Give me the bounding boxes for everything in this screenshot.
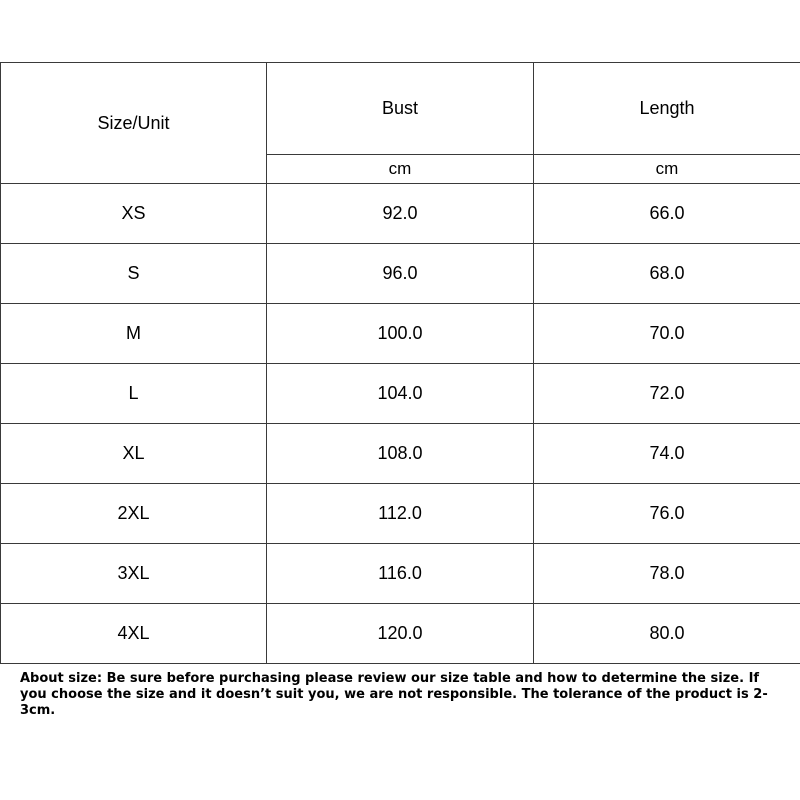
- length-cell: 72.0: [534, 364, 800, 424]
- bust-cell: 116.0: [267, 544, 534, 604]
- length-cell: 76.0: [534, 484, 800, 544]
- bust-cell: 108.0: [267, 424, 534, 484]
- table-row: [1, 364, 800, 424]
- size-cell: M: [1, 304, 267, 364]
- bust-cell: 112.0: [267, 484, 534, 544]
- bust-cell: 100.0: [267, 304, 534, 364]
- size-cell: 2XL: [1, 484, 267, 544]
- bust-cell: 96.0: [267, 244, 534, 304]
- size-unit-header: Size/Unit: [1, 63, 267, 184]
- table-header-row: [1, 63, 800, 155]
- length-column-header: Length: [534, 63, 800, 155]
- size-chart-table: [0, 62, 800, 664]
- length-cell: 68.0: [534, 244, 800, 304]
- size-cell: XL: [1, 424, 267, 484]
- table-row: [1, 184, 800, 244]
- size-disclaimer-note: About size: Be sure before purchasing please review our size table and how to determine the size. If you choose the size and it doesn’t suit you, we are not responsible. The tolerance of the product is 2-3cm.: [20, 671, 768, 718]
- bust-cell: 120.0: [267, 604, 534, 664]
- length-cell: 78.0: [534, 544, 800, 604]
- bust-cell: 104.0: [267, 364, 534, 424]
- size-cell: L: [1, 364, 267, 424]
- size-cell: 3XL: [1, 544, 267, 604]
- size-cell: 4XL: [1, 604, 267, 664]
- size-cell: XS: [1, 184, 267, 244]
- length-cell: 66.0: [534, 184, 800, 244]
- table-row: [1, 544, 800, 604]
- bust-unit-label: cm: [267, 155, 534, 184]
- table-row: [1, 604, 800, 664]
- length-unit-label: cm: [534, 155, 800, 184]
- table-row: [1, 304, 800, 364]
- length-cell: 80.0: [534, 604, 800, 664]
- size-cell: S: [1, 244, 267, 304]
- bust-column-header: Bust: [267, 63, 534, 155]
- table-row: [1, 244, 800, 304]
- table-row: [1, 424, 800, 484]
- length-cell: 74.0: [534, 424, 800, 484]
- table-row: [1, 484, 800, 544]
- bust-cell: 92.0: [267, 184, 534, 244]
- length-cell: 70.0: [534, 304, 800, 364]
